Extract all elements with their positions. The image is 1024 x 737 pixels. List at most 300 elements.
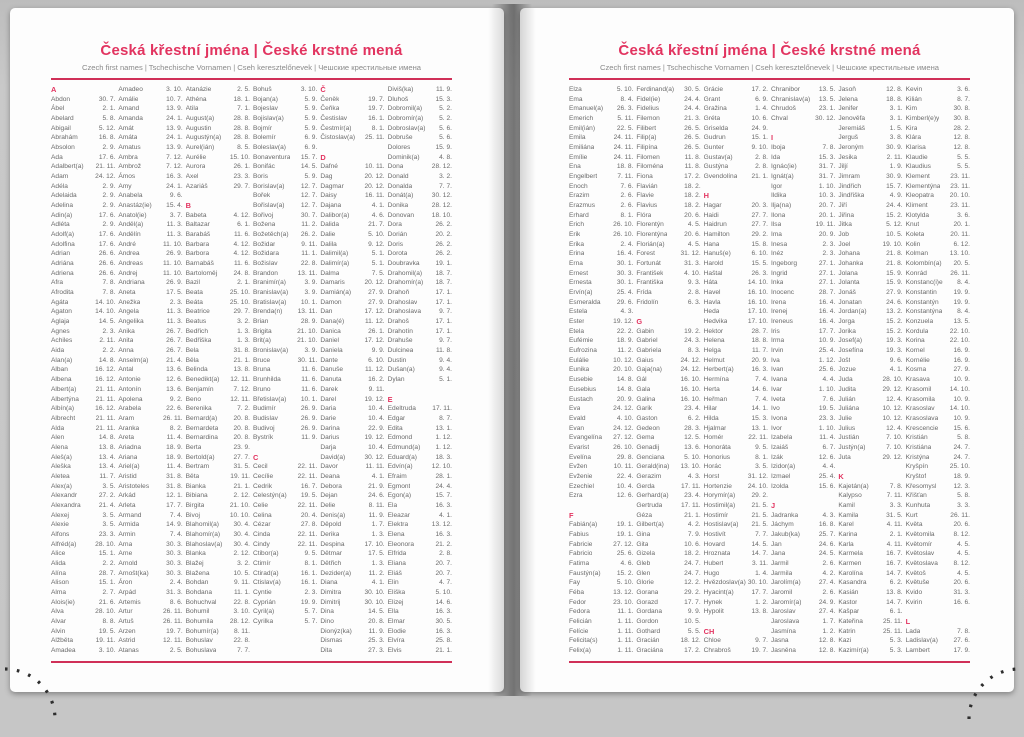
- name-entry: [118, 607, 182, 617]
- given-name: Adléta: [51, 221, 70, 229]
- name-entry: [388, 288, 452, 298]
- given-name: Eva: [569, 405, 581, 413]
- given-name: Borislav(a): [252, 182, 285, 190]
- name-day-date: 18. 9.: [953, 472, 970, 480]
- name-entry: [636, 482, 700, 492]
- given-name: Jaromil: [770, 588, 793, 596]
- given-name: Alfréd(a): [51, 540, 77, 548]
- name-entry: [388, 472, 452, 482]
- name-day-date: 31. 7.: [818, 163, 836, 171]
- name-day-date: 15. 2.: [886, 211, 903, 219]
- name-columns: [569, 85, 970, 656]
- name-day-date: 21. 1.: [435, 646, 452, 654]
- given-name: Dante: [320, 356, 338, 364]
- given-name: Dorián: [387, 231, 408, 239]
- given-name: Květoslav: [905, 550, 935, 558]
- name-entry: [704, 569, 768, 579]
- given-name: Cecil: [252, 463, 268, 471]
- given-name: Gerda: [636, 482, 655, 490]
- given-name: Irvin: [770, 347, 784, 355]
- name-entry: [186, 385, 250, 395]
- given-name: Hana: [703, 240, 720, 248]
- given-name: Anežka: [118, 298, 141, 306]
- given-name: Donika: [387, 202, 409, 210]
- given-name: Jasoň: [838, 86, 856, 93]
- name-day-date: 29. 7.: [233, 308, 250, 316]
- name-entry: [906, 162, 970, 172]
- name-entry: [253, 153, 317, 163]
- given-name: František: [636, 269, 664, 277]
- given-name: Daisy: [320, 192, 337, 200]
- name-entry: [118, 220, 182, 230]
- section-letter: D: [320, 152, 326, 162]
- name-entry: [51, 424, 115, 434]
- name-entry: [320, 530, 384, 540]
- given-name: Dalimil(a): [320, 250, 349, 258]
- name-entry: [253, 278, 317, 288]
- name-entry: [51, 549, 115, 559]
- given-name: Adriána: [51, 260, 74, 268]
- name-entry: [388, 259, 452, 269]
- name-day-date: 18. 2.: [684, 192, 701, 200]
- name-entry: [838, 114, 902, 124]
- name-day-date: 13. 10.: [680, 463, 701, 471]
- name-day-date: 27. 12.: [613, 540, 634, 548]
- given-name: Danuše: [320, 366, 344, 374]
- given-name: Edmund(a): [387, 443, 421, 451]
- page-title: Česká křestní jména | České krstné mená: [100, 42, 403, 59]
- name-day-date: 24. 12.: [613, 405, 634, 413]
- given-name: Achiles: [51, 337, 73, 345]
- name-entry: [569, 414, 633, 424]
- name-entry: [906, 559, 970, 569]
- blank-row: [320, 143, 384, 153]
- name-entry: [569, 172, 633, 182]
- name-day-date: 5. 2.: [439, 105, 452, 113]
- name-day-date: 13. 5.: [818, 86, 836, 93]
- name-day-date: 24. 12.: [95, 173, 116, 181]
- name-day-date: 15. 2.: [886, 318, 903, 326]
- blank-row: [771, 491, 835, 501]
- name-entry: [51, 462, 115, 472]
- name-day-date: 19. 9.: [953, 289, 970, 297]
- given-name: Gorazd: [636, 598, 658, 606]
- given-name: Atanázie: [185, 86, 212, 93]
- name-entry: [186, 182, 250, 192]
- name-day-date: 9. 5.: [304, 550, 318, 558]
- given-name: Elmar: [387, 617, 405, 625]
- name-entry: [186, 133, 250, 143]
- given-name: Eulálie: [569, 356, 589, 364]
- name-entry: [51, 278, 115, 288]
- blank-row: [704, 182, 768, 192]
- name-entry: [388, 356, 452, 366]
- name-day-date: 16. 3.: [166, 173, 183, 181]
- given-name: Krasomil: [905, 385, 932, 393]
- given-name: Egon(a): [387, 492, 412, 500]
- name-day-date: 4. 1.: [371, 202, 385, 210]
- name-day-date: 29. 2.: [684, 588, 701, 596]
- given-name: Bertold(a): [185, 453, 215, 461]
- name-day-date: 14. 10.: [949, 385, 970, 393]
- given-name: Erik: [569, 231, 581, 239]
- name-entry: [569, 307, 633, 317]
- given-name: Aleška: [51, 463, 71, 471]
- given-name: Krescencie: [905, 424, 939, 432]
- name-day-date: 10. 5.: [233, 569, 250, 577]
- name-day-date: 30. 9.: [886, 173, 903, 181]
- given-name: Bojan(a): [252, 95, 278, 103]
- name-day-date: 16. 10.: [680, 395, 701, 403]
- name-entry: [704, 162, 768, 172]
- name-entry: [118, 162, 182, 172]
- given-name: Donalda: [387, 182, 413, 190]
- given-name: Jarolím(a): [770, 579, 801, 587]
- name-entry: [388, 569, 452, 579]
- name-entry: [636, 501, 700, 511]
- name-day-date: 26. 11.: [950, 269, 970, 277]
- given-name: Hostimír: [703, 511, 729, 519]
- given-name: Eliška: [387, 588, 406, 596]
- name-day-date: 16. 3.: [435, 501, 452, 509]
- name-entry: [838, 298, 902, 308]
- name-entry: [388, 549, 452, 559]
- name-day-date: 11. 6.: [233, 260, 250, 268]
- name-entry: [118, 278, 182, 288]
- given-name: Hugo: [703, 569, 720, 577]
- name-day-date: 23. 4.: [684, 405, 701, 413]
- footer-rule: [569, 661, 970, 663]
- given-name: Ariel(a): [118, 463, 140, 471]
- given-name: Havla: [703, 298, 721, 306]
- name-day-date: 19. 11.: [815, 221, 836, 229]
- given-name: Gréta: [703, 115, 721, 123]
- given-name: Ferdinand(a): [636, 86, 675, 93]
- name-day-date: 28. 12.: [431, 163, 452, 171]
- name-entry: [253, 375, 317, 385]
- name-day-date: 21. 5.: [751, 511, 768, 519]
- given-name: Diviš(ka): [387, 86, 414, 93]
- name-entry: [906, 259, 970, 269]
- name-day-date: 22. 2.: [616, 327, 634, 335]
- given-name: Drahoň: [387, 289, 410, 297]
- given-name: Aneta: [118, 289, 136, 297]
- name-day-date: 2. 3.: [304, 588, 318, 596]
- name-day-date: 16. 7.: [886, 559, 903, 567]
- name-entry: [320, 540, 384, 550]
- given-name: Jonatan: [838, 298, 862, 306]
- name-day-date: 5. 12.: [98, 124, 116, 132]
- name-day-date: 7. 4.: [755, 376, 768, 384]
- name-entry: [569, 491, 633, 501]
- name-day-date: 19. 7.: [368, 95, 385, 103]
- name-entry: [118, 530, 182, 540]
- given-name: Havel: [703, 289, 721, 297]
- given-name: Evelína: [569, 453, 591, 461]
- name-entry: [388, 404, 452, 414]
- name-entry: [186, 395, 250, 405]
- name-day-date: 4. 12.: [233, 211, 250, 219]
- name-entry: [906, 201, 970, 211]
- given-name: Cézar: [252, 521, 271, 529]
- name-day-date: 16. 6.: [953, 598, 970, 606]
- name-entry: [186, 559, 250, 569]
- name-entry: [186, 569, 250, 579]
- given-name: Ezechiel: [569, 482, 594, 490]
- name-day-date: 8. 1.: [755, 453, 768, 461]
- given-name: Abelard: [51, 115, 74, 123]
- name-day-date: 14. 6.: [435, 598, 452, 606]
- name-entry: [838, 182, 902, 192]
- given-name: Flóra: [636, 211, 652, 219]
- blank-row: [388, 385, 452, 395]
- given-name: Konstantýn: [905, 298, 939, 306]
- name-entry: [118, 85, 182, 95]
- name-day-date: 12. 8.: [818, 646, 836, 654]
- name-day-date: 26. 9.: [166, 250, 183, 258]
- name-day-date: 31. 12.: [680, 250, 701, 258]
- name-day-date: 21. 10.: [229, 501, 250, 509]
- name-day-date: 30. 12.: [364, 453, 385, 461]
- name-entry: [704, 501, 768, 511]
- name-day-date: 15. 9.: [886, 269, 903, 277]
- name-day-date: 8. 11.: [368, 501, 385, 509]
- name-entry: [118, 95, 182, 105]
- name-day-date: 22. 11.: [748, 434, 768, 442]
- name-day-date: 18. 8.: [751, 337, 768, 345]
- name-entry: [320, 162, 384, 172]
- name-entry: [51, 211, 115, 221]
- given-name: Benedikt(a): [185, 376, 220, 384]
- name-entry: [838, 230, 902, 240]
- name-day-date: 25. 6.: [818, 366, 836, 374]
- name-entry: [186, 404, 250, 414]
- given-name: Budislav: [252, 414, 278, 422]
- name-day-date: 14. 8.: [616, 376, 634, 384]
- name-day-date: 9. 5.: [755, 443, 768, 451]
- name-day-date: 4. 5.: [687, 240, 701, 248]
- name-day-date: 3. 11.: [751, 559, 768, 567]
- name-entry: [704, 395, 768, 405]
- name-day-date: 5. 8.: [102, 115, 116, 123]
- name-entry: [118, 491, 182, 501]
- name-day-date: 2. 9.: [102, 182, 116, 190]
- name-day-date: 30. 8.: [953, 115, 970, 123]
- name-day-date: 3. 9.: [304, 289, 318, 297]
- given-name: Izaiáš: [770, 443, 789, 451]
- given-name: Lambert: [905, 646, 930, 654]
- name-day-date: 25. 11.: [882, 617, 903, 625]
- name-day-date: 15. 9.: [886, 279, 903, 287]
- name-entry: [388, 104, 452, 114]
- name-entry: [388, 162, 452, 172]
- given-name: Dana(é): [320, 318, 345, 326]
- given-name: Květuše: [905, 579, 930, 587]
- name-day-date: 5. 1.: [371, 250, 385, 258]
- section-letter: I: [770, 133, 774, 143]
- name-entry: [838, 201, 902, 211]
- given-name: Alexie: [51, 521, 69, 529]
- name-day-date: 18. 7.: [435, 279, 452, 287]
- name-column: [51, 85, 115, 656]
- name-entry: [569, 646, 633, 656]
- name-day-date: 26. 7.: [166, 337, 183, 345]
- name-day-date: 17. 11.: [680, 501, 701, 509]
- name-day-date: 20. 10.: [949, 192, 970, 200]
- name-entry: [118, 124, 182, 134]
- given-name: Karla: [838, 540, 854, 548]
- name-day-date: 23. 4.: [684, 492, 701, 500]
- given-name: Adolf(a): [51, 231, 75, 239]
- given-name: Jaroslava: [770, 617, 800, 625]
- name-entry: [253, 85, 317, 95]
- name-entry: [186, 646, 250, 656]
- given-name: Dominik(a): [387, 153, 420, 161]
- given-name: Evangelína: [569, 434, 602, 442]
- given-name: Ervín(a): [569, 289, 593, 297]
- name-entry: [186, 443, 250, 453]
- name-entry: [906, 569, 970, 579]
- name-entry: [253, 259, 317, 269]
- name-day-date: 17. 12.: [364, 337, 385, 345]
- name-day-date: 27. 1.: [818, 279, 836, 287]
- name-day-date: 30. 12.: [431, 192, 452, 200]
- name-entry: [636, 559, 700, 569]
- name-day-date: 20. 6.: [684, 211, 701, 219]
- given-name: Amadea: [51, 646, 76, 654]
- given-name: Běta: [185, 472, 200, 480]
- name-day-date: 2. 6.: [620, 192, 634, 200]
- given-name: Felície: [569, 627, 589, 635]
- name-entry: [320, 501, 384, 511]
- name-day-date: 4. 11.: [886, 521, 903, 529]
- name-day-date: 25. 10.: [949, 463, 970, 471]
- given-name: Kliment: [905, 202, 928, 210]
- name-column: [569, 85, 633, 656]
- name-entry: [838, 607, 902, 617]
- name-column: [636, 85, 700, 656]
- name-entry: [388, 501, 452, 511]
- name-entry: [771, 646, 835, 656]
- given-name: Dismas: [320, 637, 343, 645]
- given-name: Květomila: [905, 530, 935, 538]
- given-name: Anna: [118, 347, 134, 355]
- name-entry: [771, 220, 835, 230]
- name-entry: [771, 549, 835, 559]
- name-day-date: 19. 5.: [818, 405, 836, 413]
- given-name: Beno: [185, 395, 202, 403]
- name-entry: [388, 443, 452, 453]
- given-name: Branimír(a): [252, 279, 286, 287]
- given-name: Jaroslav: [770, 608, 796, 616]
- name-day-date: 9. 11.: [368, 385, 385, 393]
- given-name: Jiljí: [838, 163, 848, 171]
- name-day-date: 31. 3.: [953, 588, 970, 596]
- name-entry: [388, 540, 452, 550]
- name-day-date: 9. 11.: [301, 240, 318, 248]
- name-day-date: 12. 5.: [684, 434, 701, 442]
- name-entry: [906, 104, 970, 114]
- name-entry: [388, 424, 452, 434]
- name-day-date: 12. 11.: [230, 395, 250, 403]
- given-name: Bonaventura: [252, 153, 291, 161]
- name-entry: [388, 249, 452, 259]
- left-page: [10, 8, 504, 692]
- given-name: Ctirad(a): [252, 569, 279, 577]
- name-entry: [569, 385, 633, 395]
- name-entry: [838, 598, 902, 608]
- given-name: Áron: [118, 579, 133, 587]
- name-day-date: 23. 3.: [818, 414, 836, 422]
- name-day-date: 18. 2.: [684, 550, 701, 558]
- given-name: Efraim: [387, 472, 407, 480]
- name-entry: [704, 240, 768, 250]
- given-name: Iveta: [770, 395, 786, 403]
- name-entry: [771, 211, 835, 221]
- given-name: Engelbert: [569, 173, 598, 181]
- name-entry: [51, 530, 115, 540]
- name-day-date: 4. 2.: [822, 569, 836, 577]
- given-name: Adolfina: [51, 240, 75, 248]
- name-day-date: 23. 3.: [98, 530, 116, 538]
- name-entry: [388, 327, 452, 337]
- name-entry: [704, 201, 768, 211]
- name-day-date: 28. 10.: [882, 376, 903, 384]
- name-entry: [118, 133, 182, 143]
- given-name: Dona: [387, 163, 404, 171]
- name-entry: [320, 404, 384, 414]
- given-name: Arleta: [118, 501, 136, 509]
- blank-row: [771, 124, 835, 134]
- name-entry: [636, 162, 700, 172]
- name-entry: [253, 162, 317, 172]
- name-entry: [771, 520, 835, 530]
- name-day-date: 16. 9.: [953, 356, 970, 364]
- name-day-date: 1. 5.: [889, 124, 903, 132]
- name-day-date: 26. 7.: [166, 347, 183, 355]
- name-entry: [320, 220, 384, 230]
- name-day-date: 13. 8.: [98, 443, 116, 451]
- given-name: Danuta: [320, 376, 342, 384]
- given-name: Bedřich: [185, 327, 209, 335]
- name-entry: [320, 588, 384, 598]
- name-entry: [906, 520, 970, 530]
- given-name: Dina: [320, 608, 334, 616]
- name-day-date: 31. 7.: [818, 173, 836, 181]
- name-day-date: 24. 4.: [435, 482, 452, 490]
- name-day-date: 19. 11.: [95, 637, 116, 645]
- name-entry: [186, 636, 250, 646]
- name-entry: [838, 501, 902, 511]
- name-day-date: 14. 10.: [95, 298, 116, 306]
- name-entry: [118, 443, 182, 453]
- name-day-date: 10. 4.: [368, 414, 385, 422]
- name-day-date: 28. 12.: [431, 202, 452, 210]
- given-name: Ada: [51, 153, 63, 161]
- given-name: Edita: [387, 424, 403, 432]
- name-day-date: 24. 11.: [613, 153, 634, 161]
- given-name: Delie: [320, 501, 336, 509]
- blank-row: [186, 191, 250, 201]
- name-entry: [253, 307, 317, 317]
- given-name: Arnold: [118, 559, 138, 567]
- given-name: Barbara: [185, 240, 210, 248]
- given-name: Filipína: [636, 144, 658, 152]
- given-name: Dag: [320, 173, 333, 181]
- name-entry: [569, 85, 633, 95]
- name-day-date: 1. 4.: [755, 105, 768, 113]
- name-day-date: 18. 1.: [233, 95, 250, 103]
